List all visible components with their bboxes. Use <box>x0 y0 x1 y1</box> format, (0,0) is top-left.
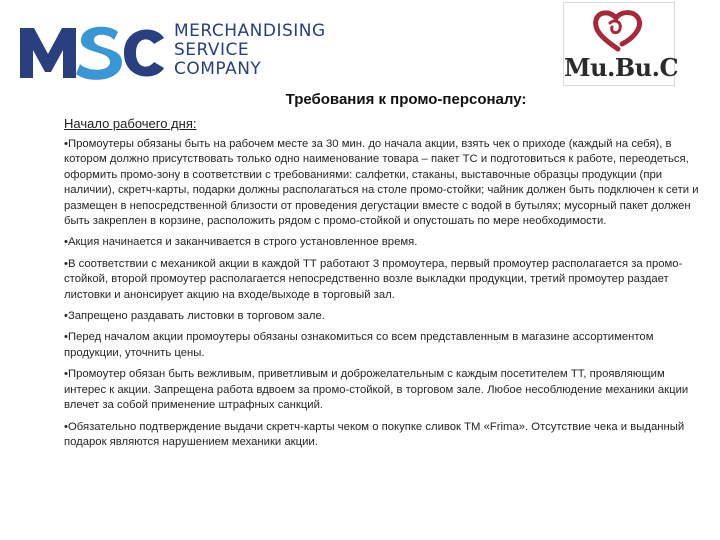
requirement-paragraph: •Запрещено раздавать листовки в торговом зале. <box>64 310 325 323</box>
requirement-paragraph: •Промоутеры обязаны быть на рабочем месте за 30 мин. до начала акции, взять чек о приходе (каждый на себя), в котором должно присутствовать только одно наименование товара – пакет ТС и подготовиться к работе, переодеться, оформить промо-зону в соответствии с требованиями: салфетки, стаканы, выставочные образцы продукции (при наличии), скретч-карты, подарки должны располагаться на столе промо-стойки; чайник должен быть подключен к сети и размещен в непосредственной близости от проведения дегустации вместе с водой в бутылях; мусорный пакет должен быть закреплен в корзине, расположить рядом с промо-стойкой и опустошать по мере необходимости. <box>64 138 699 228</box>
msc-logo <box>18 16 338 86</box>
heart-ribbon-icon <box>592 9 644 53</box>
requirements-list <box>64 137 702 456</box>
msc-line-1: MERCHANDISING <box>174 21 326 41</box>
requirement-paragraph: •Промоутер обязан быть вежливым, приветливым и доброжелательным с каждым посетителем ТТ, проявляющим интерес к акции. Запрещена работа вдвоем за промо-стойкой, в торговом зале. Любое несоблюдение механики акции влечет за собой применение штрафных санкций. <box>64 368 689 412</box>
page-title: Требования к промо-персоналу: <box>285 91 527 108</box>
msc-company-name <box>174 22 326 79</box>
msc-line-2: SERVICE <box>174 40 250 60</box>
mubuc-name: Mu.Bu.C <box>564 53 679 82</box>
requirement-paragraph: •Акция начинается и заканчивается в строго установленное время. <box>64 236 418 249</box>
msc-line-3: COMPANY <box>174 59 262 79</box>
section-heading: Начало рабочего дня: <box>64 116 197 131</box>
mubuc-logo <box>563 2 679 86</box>
requirement-paragraph: •Обязательно подтверждение выдачи скретч-карты чеком о покупке сливок ТМ «Frima». Отсутствие чека и выданный подарок являются нарушением механики акции. <box>64 420 685 448</box>
requirement-paragraph: •В соответствии с механикой акции в каждой ТТ работают 3 промоутера, первый промоутер располагается за промо-стойкой, второй промоутер располагается непосредственно возле выкладки продукции, третий промоутер раздает листовки и анонсирует акцию на входе/выходе в торговый зал. <box>64 257 683 301</box>
requirement-paragraph: •Перед началом акции промоутеры обязаны ознакомиться со всем представленным в магазине ассортиментом продукции, уточнить цены. <box>64 331 654 359</box>
msc-logo-mark <box>18 16 168 86</box>
